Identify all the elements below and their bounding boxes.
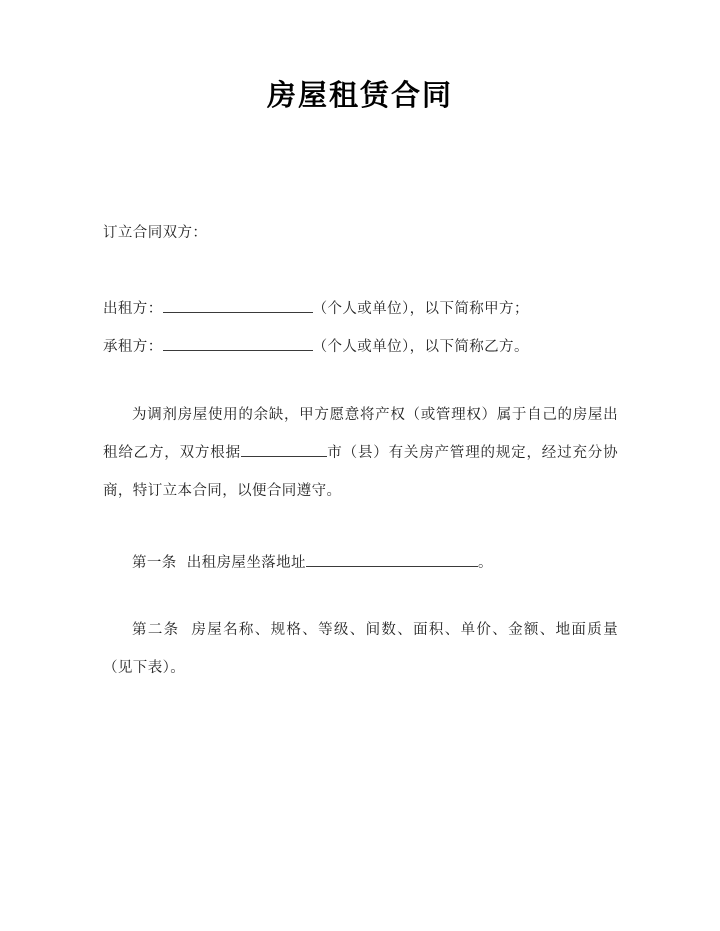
clause-1-number: 第一条 bbox=[132, 555, 177, 571]
clause-article-2 bbox=[103, 611, 618, 687]
lessee-name-field[interactable] bbox=[163, 336, 313, 352]
clause-2-text: 房屋名称、规格、等级、间数、面积、单价、金额、地面质量（见下表）。 bbox=[103, 622, 618, 676]
parties-heading: 订立合同双方： bbox=[103, 225, 208, 241]
clause-1-paragraph bbox=[103, 544, 618, 582]
lessee-line bbox=[103, 328, 618, 366]
preamble-text-part2: 市（县）有关房产管理的规定，经过充分协商，特订立本合同，以便合同遵守。 bbox=[103, 445, 618, 499]
clause-2-paragraph bbox=[103, 611, 618, 687]
lessor-label: 出租方： bbox=[103, 301, 163, 317]
preamble-paragraph bbox=[103, 396, 618, 510]
lessor-name-field[interactable] bbox=[163, 298, 313, 314]
section-spacer bbox=[103, 252, 618, 290]
parties-section bbox=[103, 214, 618, 366]
property-address-field[interactable] bbox=[306, 552, 478, 568]
lessee-suffix: （个人或单位），以下简称乙方。 bbox=[312, 339, 529, 355]
preamble-text-part1: 为调剂房屋使用的余缺，甲方愿意将产权（或管理权）属于自己的房屋出租给乙方，双方根据 bbox=[103, 407, 618, 461]
preamble-section bbox=[103, 396, 618, 510]
lessee-label: 承租方： bbox=[103, 339, 163, 355]
clause-1-period: 。 bbox=[477, 555, 493, 571]
clause-2-number: 第二条 bbox=[132, 622, 180, 638]
lessor-line bbox=[103, 290, 618, 328]
lessor-suffix: （个人或单位），以下简称甲方； bbox=[312, 301, 529, 317]
clause-article-1 bbox=[103, 544, 618, 582]
clause-1-text: 出租房屋坐落地址 bbox=[186, 555, 306, 571]
city-county-field[interactable] bbox=[241, 442, 327, 458]
page-title: 房屋租赁合同 bbox=[266, 78, 453, 112]
